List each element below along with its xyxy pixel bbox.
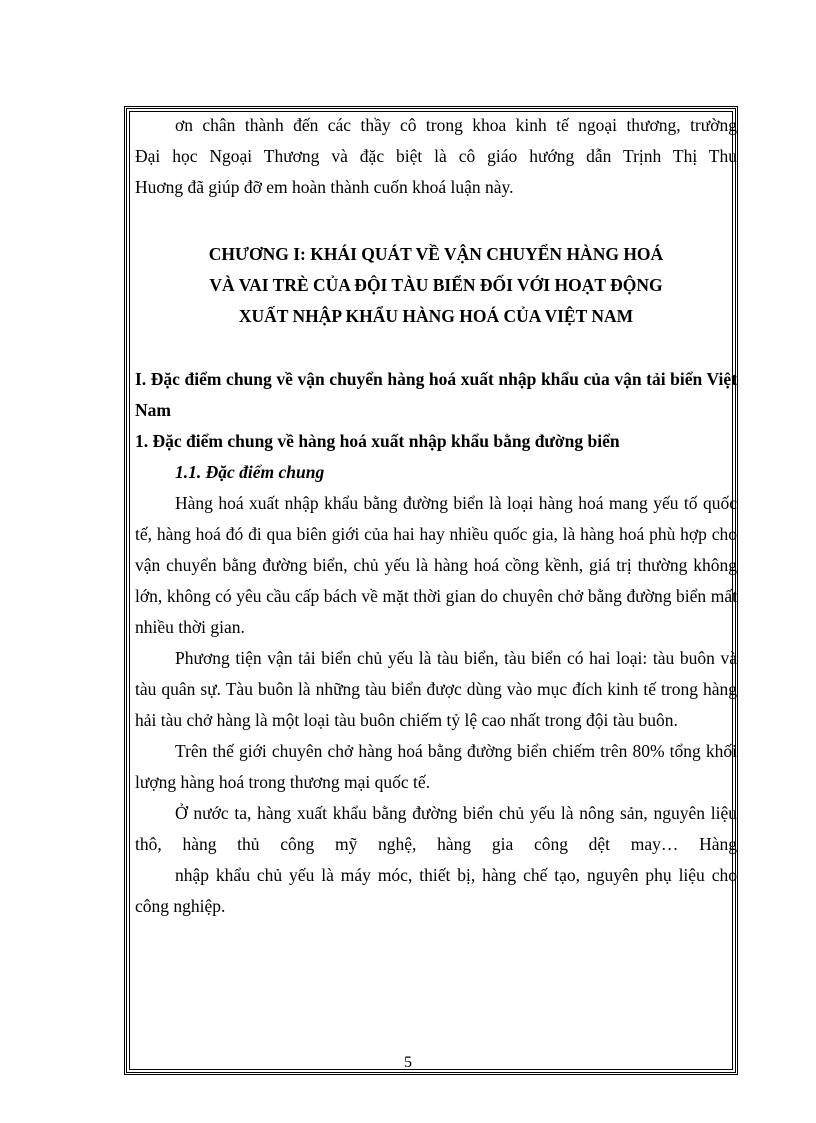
body-paragraph: Phương tiện vận tải biển chủ yếu là tàu biển, tàu biển có hai loại: tàu buôn và tàu quân sự. Tàu buôn là những tàu biển được dùng vào mục đích kinh tế trong hàng hải tàu chở hàng là một loại tàu buôn chiếm tỷ lệ cao nhất trong đội tàu buôn.	[135, 648, 737, 730]
body-paragraph: Trên thế giới chuyên chở hàng hoá bằng đường biển chiếm trên 80% tổng khối lượng hàng hoá trong thương mại quốc tế.	[135, 741, 737, 792]
body-paragraph: nhập khẩu chủ yếu là máy móc, thiết bị, hàng chế tạo, nguyên phụ liệu cho công nghiệp.	[135, 865, 737, 916]
document-body	[135, 110, 737, 922]
section-heading: I. Đặc điểm chung về vận chuyển hàng hoá xuất nhập khẩu của vận tải biển Việt Nam	[135, 369, 737, 420]
intro-paragraph	[135, 110, 737, 203]
subsection-heading: 1. Đặc điểm chung về hàng hoá xuất nhập khẩu bằng đường biển	[135, 431, 620, 451]
subsubsection-heading: 1.1. Đặc điểm chung	[175, 462, 325, 482]
intro-line: Huơng đã giúp đỡ em hoàn thành cuốn khoá luận này.	[135, 177, 514, 197]
chapter-title	[135, 239, 737, 332]
chapter-title-line: VÀ VAI TRÈ CỦA ĐỘI TÀU BIỂN ĐỐI VỚI HOẠT ĐỘNG	[209, 275, 663, 295]
body-paragraph: Hàng hoá xuất nhập khẩu bằng đường biển là loại hàng hoá mang yếu tố quốc tế, hàng hoá đó đi qua biên giới của hai hay nhiều quốc gia, là hàng hoá phù hợp cho vận chuyển bằng đường biển, chủ yếu là hàng hoá cồng kềnh, giá trị thường không lớn, không có yêu cầu cấp bách về mặt thời gian do chuyên chở bằng đường biển mất nhiều thời gian.	[135, 493, 737, 637]
page-number: 5	[404, 1054, 412, 1071]
chapter-title-line: XUẤT NHẬP KHẨU HÀNG HOÁ CỦA VIỆT NAM	[238, 306, 634, 326]
intro-line: ơn chân thành đến các thầy cô trong khoa kinh tế ngoại thương, trường	[175, 115, 737, 135]
body-paragraph: Ở nước ta, hàng xuất khẩu bằng đường biển chủ yếu là nông sản, nguyên liệu thô, hàng thủ công mỹ nghệ, hàng gia công dệt may… Hàng	[135, 803, 737, 854]
intro-line: Đại học Ngoại Thương và đặc biệt là cô giáo hướng dẫn Trịnh Thị Thu	[135, 146, 737, 166]
chapter-title-line: CHƯƠNG I: KHÁI QUÁT VỀ VẬN CHUYỂN HÀNG HOÁ	[208, 244, 664, 264]
